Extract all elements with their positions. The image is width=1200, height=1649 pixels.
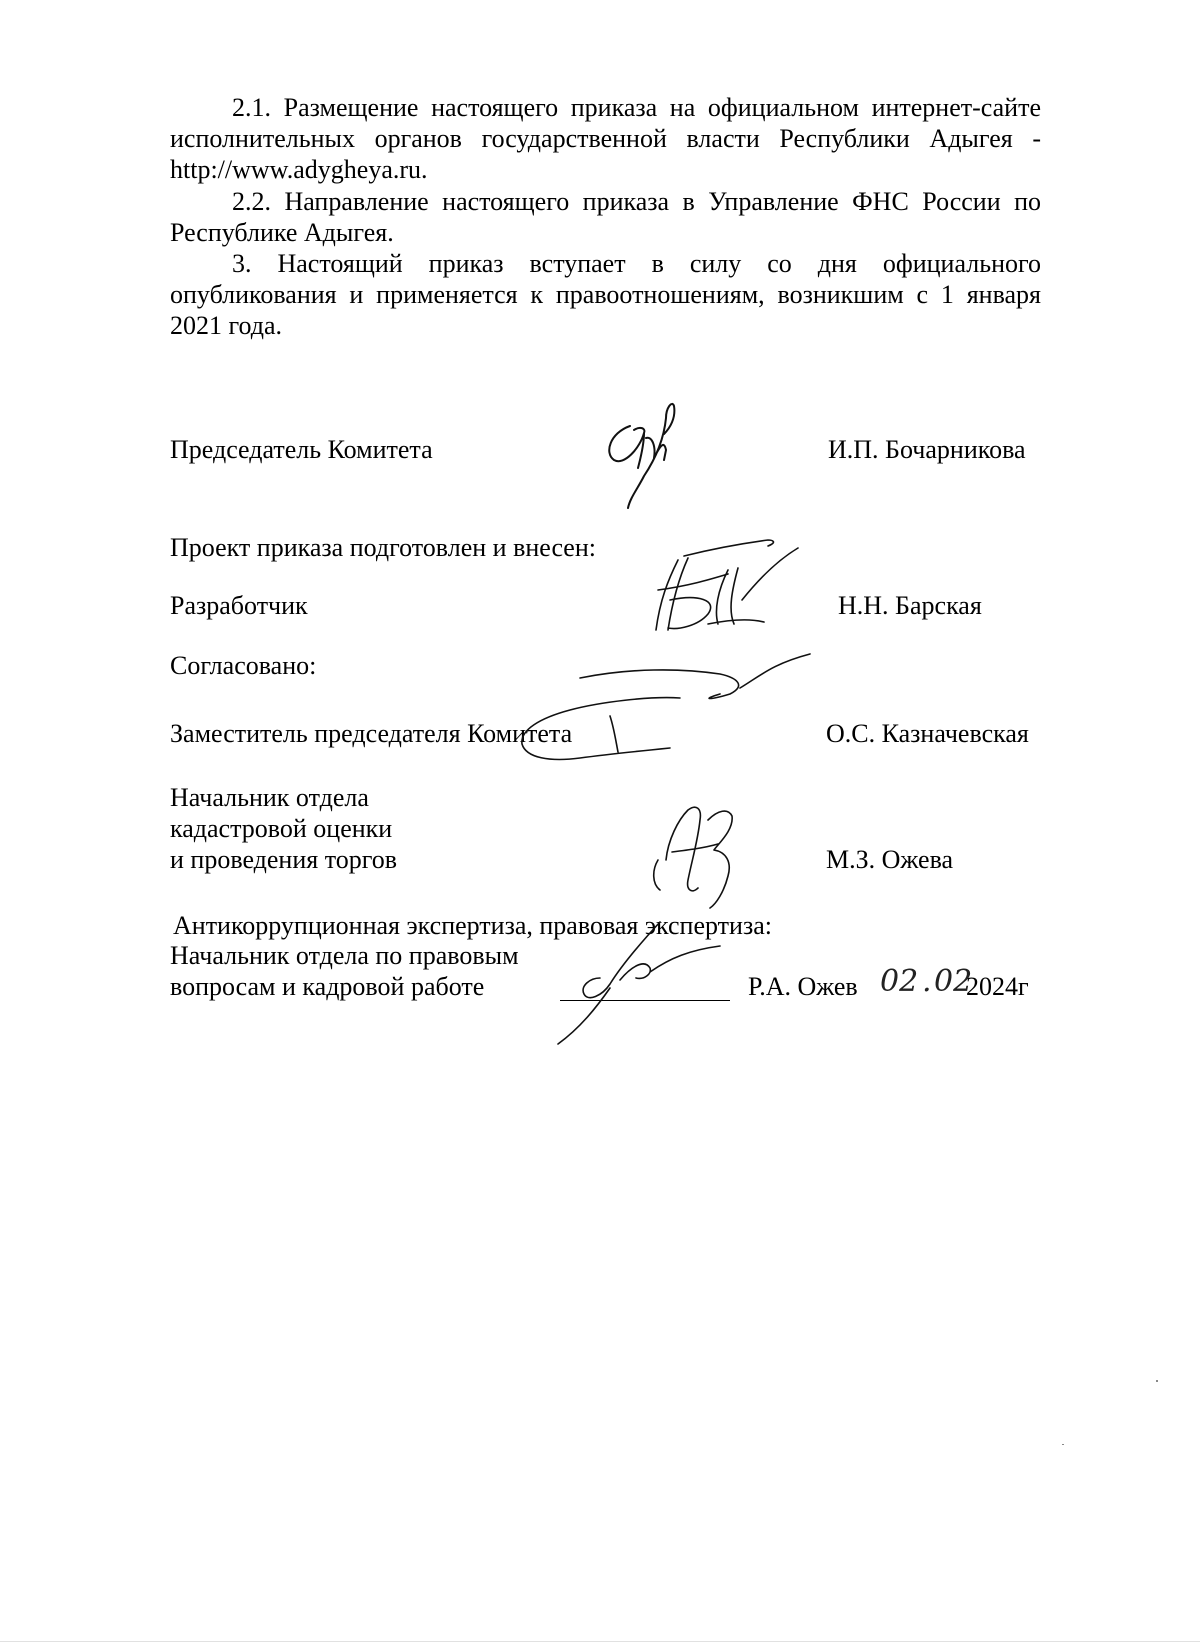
date-separator: . (922, 964, 932, 999)
developer-name: Н.Н. Барская (838, 591, 982, 620)
scan-artifact (1062, 1444, 1064, 1445)
head-legal-title-1: Начальник отдела по правовым (170, 941, 519, 970)
head-cadastral-name: М.З. Ожева (826, 845, 954, 874)
chairman-title: Председатель Комитета (170, 435, 433, 464)
head-cadastral-title-2: кадастровой оценки (170, 814, 393, 843)
agreed-heading: Согласовано: (170, 651, 317, 680)
paragraph-2-2: 2.2. Направление настоящего приказа в Управление ФНС России по Республике Адыгея. (170, 187, 1041, 247)
date-year: 2024г (966, 972, 1029, 1001)
chairman-signature (600, 398, 710, 513)
date-month: 02 (934, 964, 973, 999)
deputy-name: О.С. Казначевская (826, 719, 1029, 748)
prepared-heading: Проект приказа подготовлен и внесен: (170, 533, 596, 562)
deputy-signature (510, 658, 820, 778)
head-legal-name: Р.А. Ожев (748, 972, 858, 1001)
paragraph-2-1: 2.1. Размещение настоящего приказа на официальном интернет-сайте исполнительных органов государственной власти Республики Адыгея - http://www.adygheya.ru. (170, 93, 1041, 184)
head-legal-title-2: вопросам и кадровой работе (170, 972, 485, 1001)
head-cadastral-title-3: и проведения торгов (170, 845, 398, 874)
head-cadastral-signature (648, 800, 758, 910)
date-day: 02 (880, 964, 919, 999)
head-legal-signature (540, 918, 740, 1048)
head-cadastral-title-1: Начальник отдела (170, 783, 369, 812)
developer-role: Разработчик (170, 591, 308, 620)
paragraph-3: 3. Настоящий приказ вступает в силу со дня официального опубликования и применяется к правоотношениям, возникшим с 1 января 2021 года. (170, 249, 1041, 340)
expertise-heading: Антикоррупционная экспертиза, правовая экспертиза: (173, 911, 772, 940)
chairman-name: И.П. Бочарникова (828, 435, 1026, 464)
developer-signature (648, 540, 828, 640)
deputy-title: Заместитель председателя Комитета (170, 719, 573, 748)
scan-artifact (1156, 1380, 1158, 1382)
scan-edge (0, 1641, 1200, 1642)
